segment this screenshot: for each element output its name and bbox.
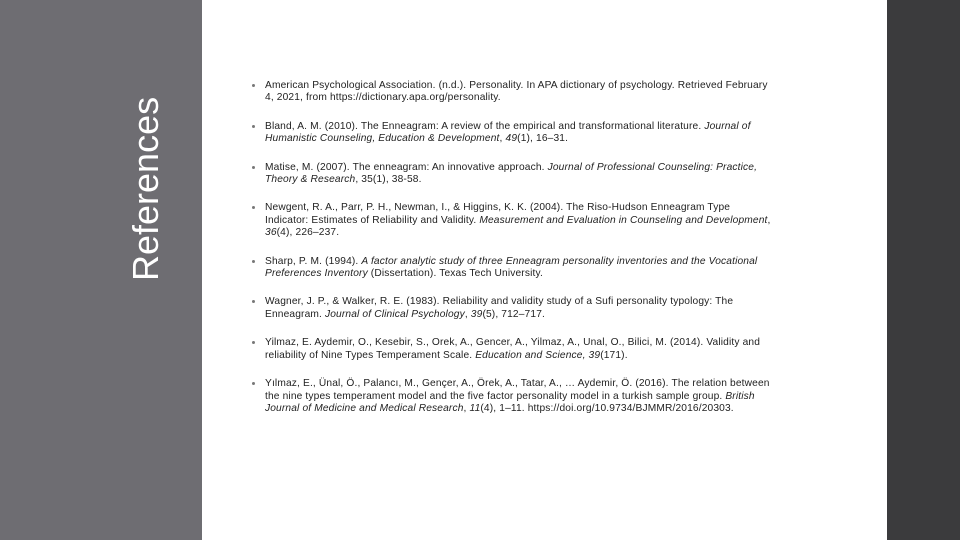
reference-text: , [767,214,771,226]
reference-text: Matise, M. (2007). The enneagram: An innovative approach. [265,161,548,173]
bullet-icon [252,125,255,128]
reference-item [252,162,772,187]
reference-italic-text: Journal of Professional Counseling: Practice, Theory & Research [265,161,758,186]
reference-text: Yılmaz, E., Ünal, Ö., Palancı, M., Gençer, A., Örek, A., Tatar, A., … Aydemir, Ö. (2016). The relation between the nine types temperament model and the five factor personality model in a turkish sample group. [265,378,770,402]
reference-text: Yilmaz, E. Aydemir, O., Kesebir, S., Orek, A., Gencer, A., Yilmaz, A., Unal, O., Bilici, M. (2014). Validity and reliability of Nine Types Temperament Scale. [265,337,761,361]
reference-text: (Dissertation). Texas Tech University. [367,268,543,280]
reference-text: , [499,133,506,145]
reference-text: Wagner, J. P., & Walker, R. E. (1983). Reliability and validity study of a Sufi personality typology: The Enneagram. [265,296,734,320]
reference-item [252,121,772,146]
reference-italic-text: A factor analytic study of three Enneagram personality inventories and the Vocational Preferences Inventory [265,255,758,280]
bullet-icon [252,206,255,209]
bullet-icon [252,260,255,263]
reference-italic-text: Measurement and Evaluation in Counseling and Development [479,214,768,226]
reference-text: Sharp, P. M. (1994). [265,255,362,267]
right-decorative-panel [887,0,960,540]
reference-item [252,378,772,415]
reference-item [252,296,772,321]
bullet-icon [252,341,255,344]
reference-item [252,337,772,362]
reference-italic-text: Education and Science, 39 [475,349,601,361]
reference-italic-text: Journal of Humanistic Counseling, Education & Development [265,120,751,145]
left-sidebar-panel [0,0,202,540]
reference-text: (171). [600,349,628,361]
reference-text: , [463,402,470,414]
reference-text: (5), 712–717. [482,308,545,320]
bullet-icon [252,166,255,169]
reference-item [252,256,772,281]
reference-text: American Psychological Association. (n.d.). Personality. In APA dictionary of psychology. Retrieved February 4, 2021, from https://dictionary.apa.org/personality. [265,80,768,104]
slide-title: References [125,96,166,281]
bullet-icon [252,300,255,303]
reference-text: (1), 16–31. [517,133,569,145]
reference-text: , [464,308,471,320]
reference-italic-text: 36 [265,227,277,239]
bullet-icon [252,382,255,385]
reference-text: (4), 1–11. https://doi.org/10.9734/BJMMR/2016/20303. [480,402,734,414]
reference-italic-text: British Journal of Medicine and Medical Research [265,390,755,414]
reference-item [252,80,772,105]
reference-italic-text: 11 [469,402,481,414]
reference-text: Bland, A. M. (2010). The Enneagram: A review of the empirical and transformational literature. [265,120,705,132]
reference-italic-text: Journal of Clinical Psychology [324,308,465,320]
reference-italic-text: 49 [505,133,518,145]
reference-text: (4), 226–237. [276,227,340,239]
reference-item [252,202,772,239]
bullet-icon [252,84,255,87]
reference-list [252,80,772,415]
reference-text: , 35(1), 38-58. [355,174,422,186]
reference-italic-text: 39 [470,308,483,320]
reference-text: Newgent, R. A., Parr, P. H., Newman, I., & Higgins, K. K. (2004). The Riso-Hudson Enneagram Type Indicator: Estimates of Reliability and Validity. [265,202,731,226]
